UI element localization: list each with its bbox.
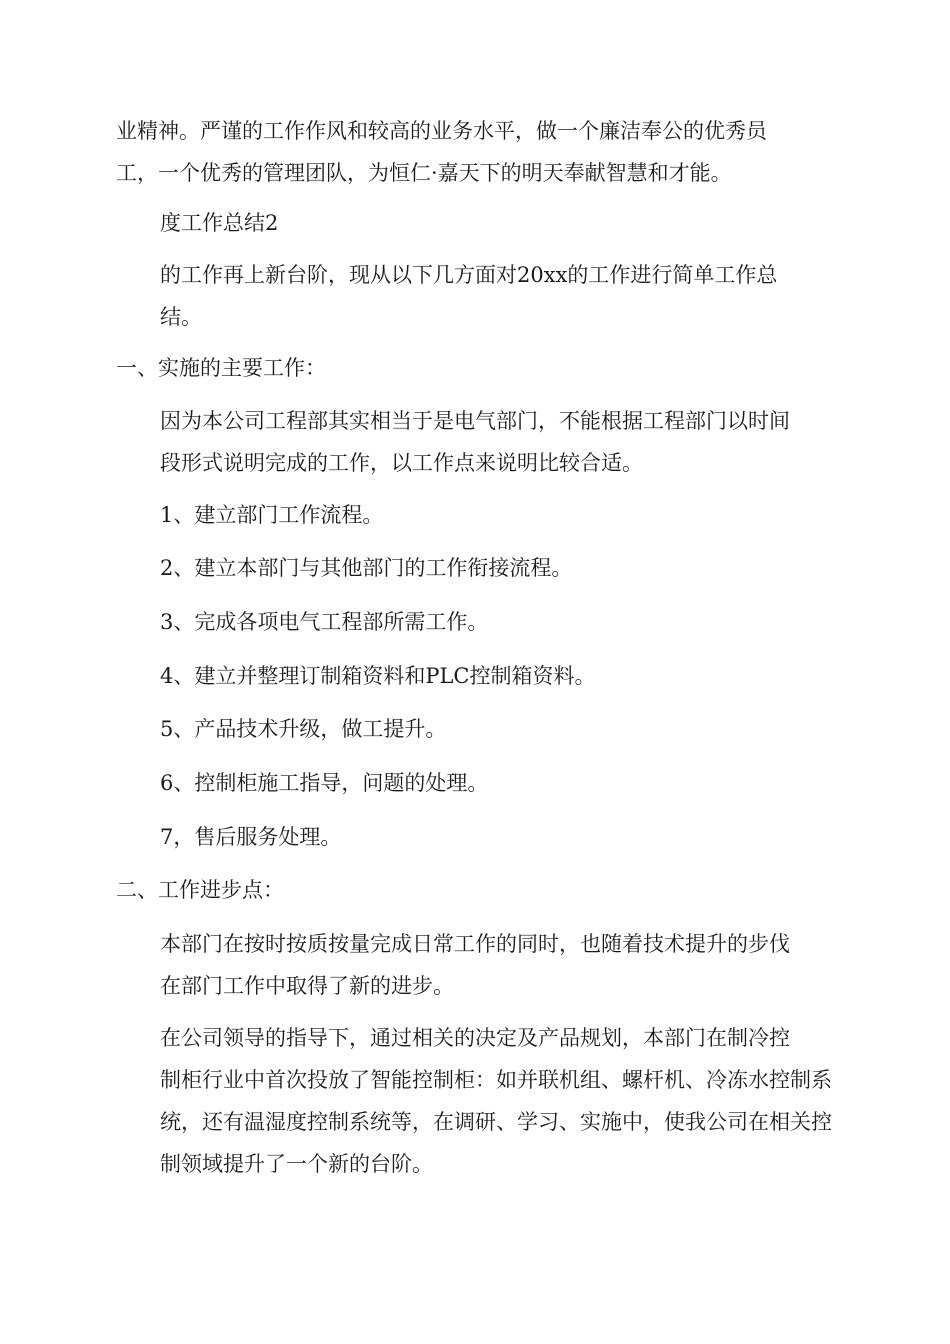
paragraph-intro — [116, 254, 836, 338]
text-line: 2、建立本部门与其他部门的工作衔接流程。 — [160, 556, 573, 580]
paragraph-progress — [116, 923, 836, 1007]
text-line: 6、控制柜施工指导，问题的处理。 — [160, 771, 489, 795]
heading-progress-points — [116, 869, 836, 911]
list-item-7 — [116, 816, 836, 858]
text-line: 因为本公司工程部其实相当于是电气部门，不能根据工程部门以时间 — [160, 409, 790, 433]
paragraph-closing-statement — [116, 110, 836, 194]
list-item-3 — [116, 601, 836, 643]
text-line: 度工作总结2 — [160, 211, 279, 235]
text-line: 统，还有温湿度控制系统等，在调研、学习、实施中，使我公司在相关控 — [160, 1110, 832, 1134]
list-item-1 — [116, 494, 836, 536]
text-line: 的工作再上新台阶，现从以下几方面对20xx的工作进行简单工作总 — [160, 263, 778, 287]
text-line: 在公司领导的指导下，通过相关的决定及产品规划，本部门在制冷控 — [160, 1026, 790, 1050]
text-line: 5、产品技术升级，做工提升。 — [160, 717, 447, 741]
text-line: 结。 — [160, 305, 202, 329]
section-title-summary-2 — [116, 202, 836, 244]
text-line: 制领域提升了一个新的台阶。 — [160, 1152, 433, 1176]
text-line: 3、完成各项电气工程部所需工作。 — [160, 610, 489, 634]
text-line: 4、建立并整理订制箱资料和PLC控制箱资料。 — [160, 664, 596, 688]
list-item-4 — [116, 655, 836, 697]
text-line: 一、实施的主要工作： — [116, 356, 326, 380]
list-item-6 — [116, 762, 836, 804]
list-item-5 — [116, 708, 836, 750]
text-line: 本部门在按时按质按量完成日常工作的同时，也随着技术提升的步伐 — [160, 932, 790, 956]
paragraph-smart-cabinet — [116, 1017, 836, 1185]
text-line: 业精神。严谨的工作作风和较高的业务水平，做一个廉洁奉公的优秀员 — [116, 119, 767, 143]
text-line: 段形式说明完成的工作，以工作点来说明比较合适。 — [160, 451, 643, 475]
text-line: 二、工作进步点： — [116, 878, 284, 902]
paragraph-department-note — [116, 400, 836, 484]
text-line: 工，一个优秀的管理团队，为恒仁·嘉天下的明天奉献智慧和才能。 — [116, 161, 732, 185]
text-line: 在部门工作中取得了新的进步。 — [160, 974, 454, 998]
list-item-2 — [116, 547, 836, 589]
text-line: 制柜行业中首次投放了智能控制柜：如并联机组、螺杆机、冷冻水控制系 — [160, 1068, 832, 1092]
text-line: 7，售后服务处理。 — [160, 825, 342, 849]
heading-main-work — [116, 347, 836, 389]
text-line: 1、建立部门工作流程。 — [160, 503, 384, 527]
